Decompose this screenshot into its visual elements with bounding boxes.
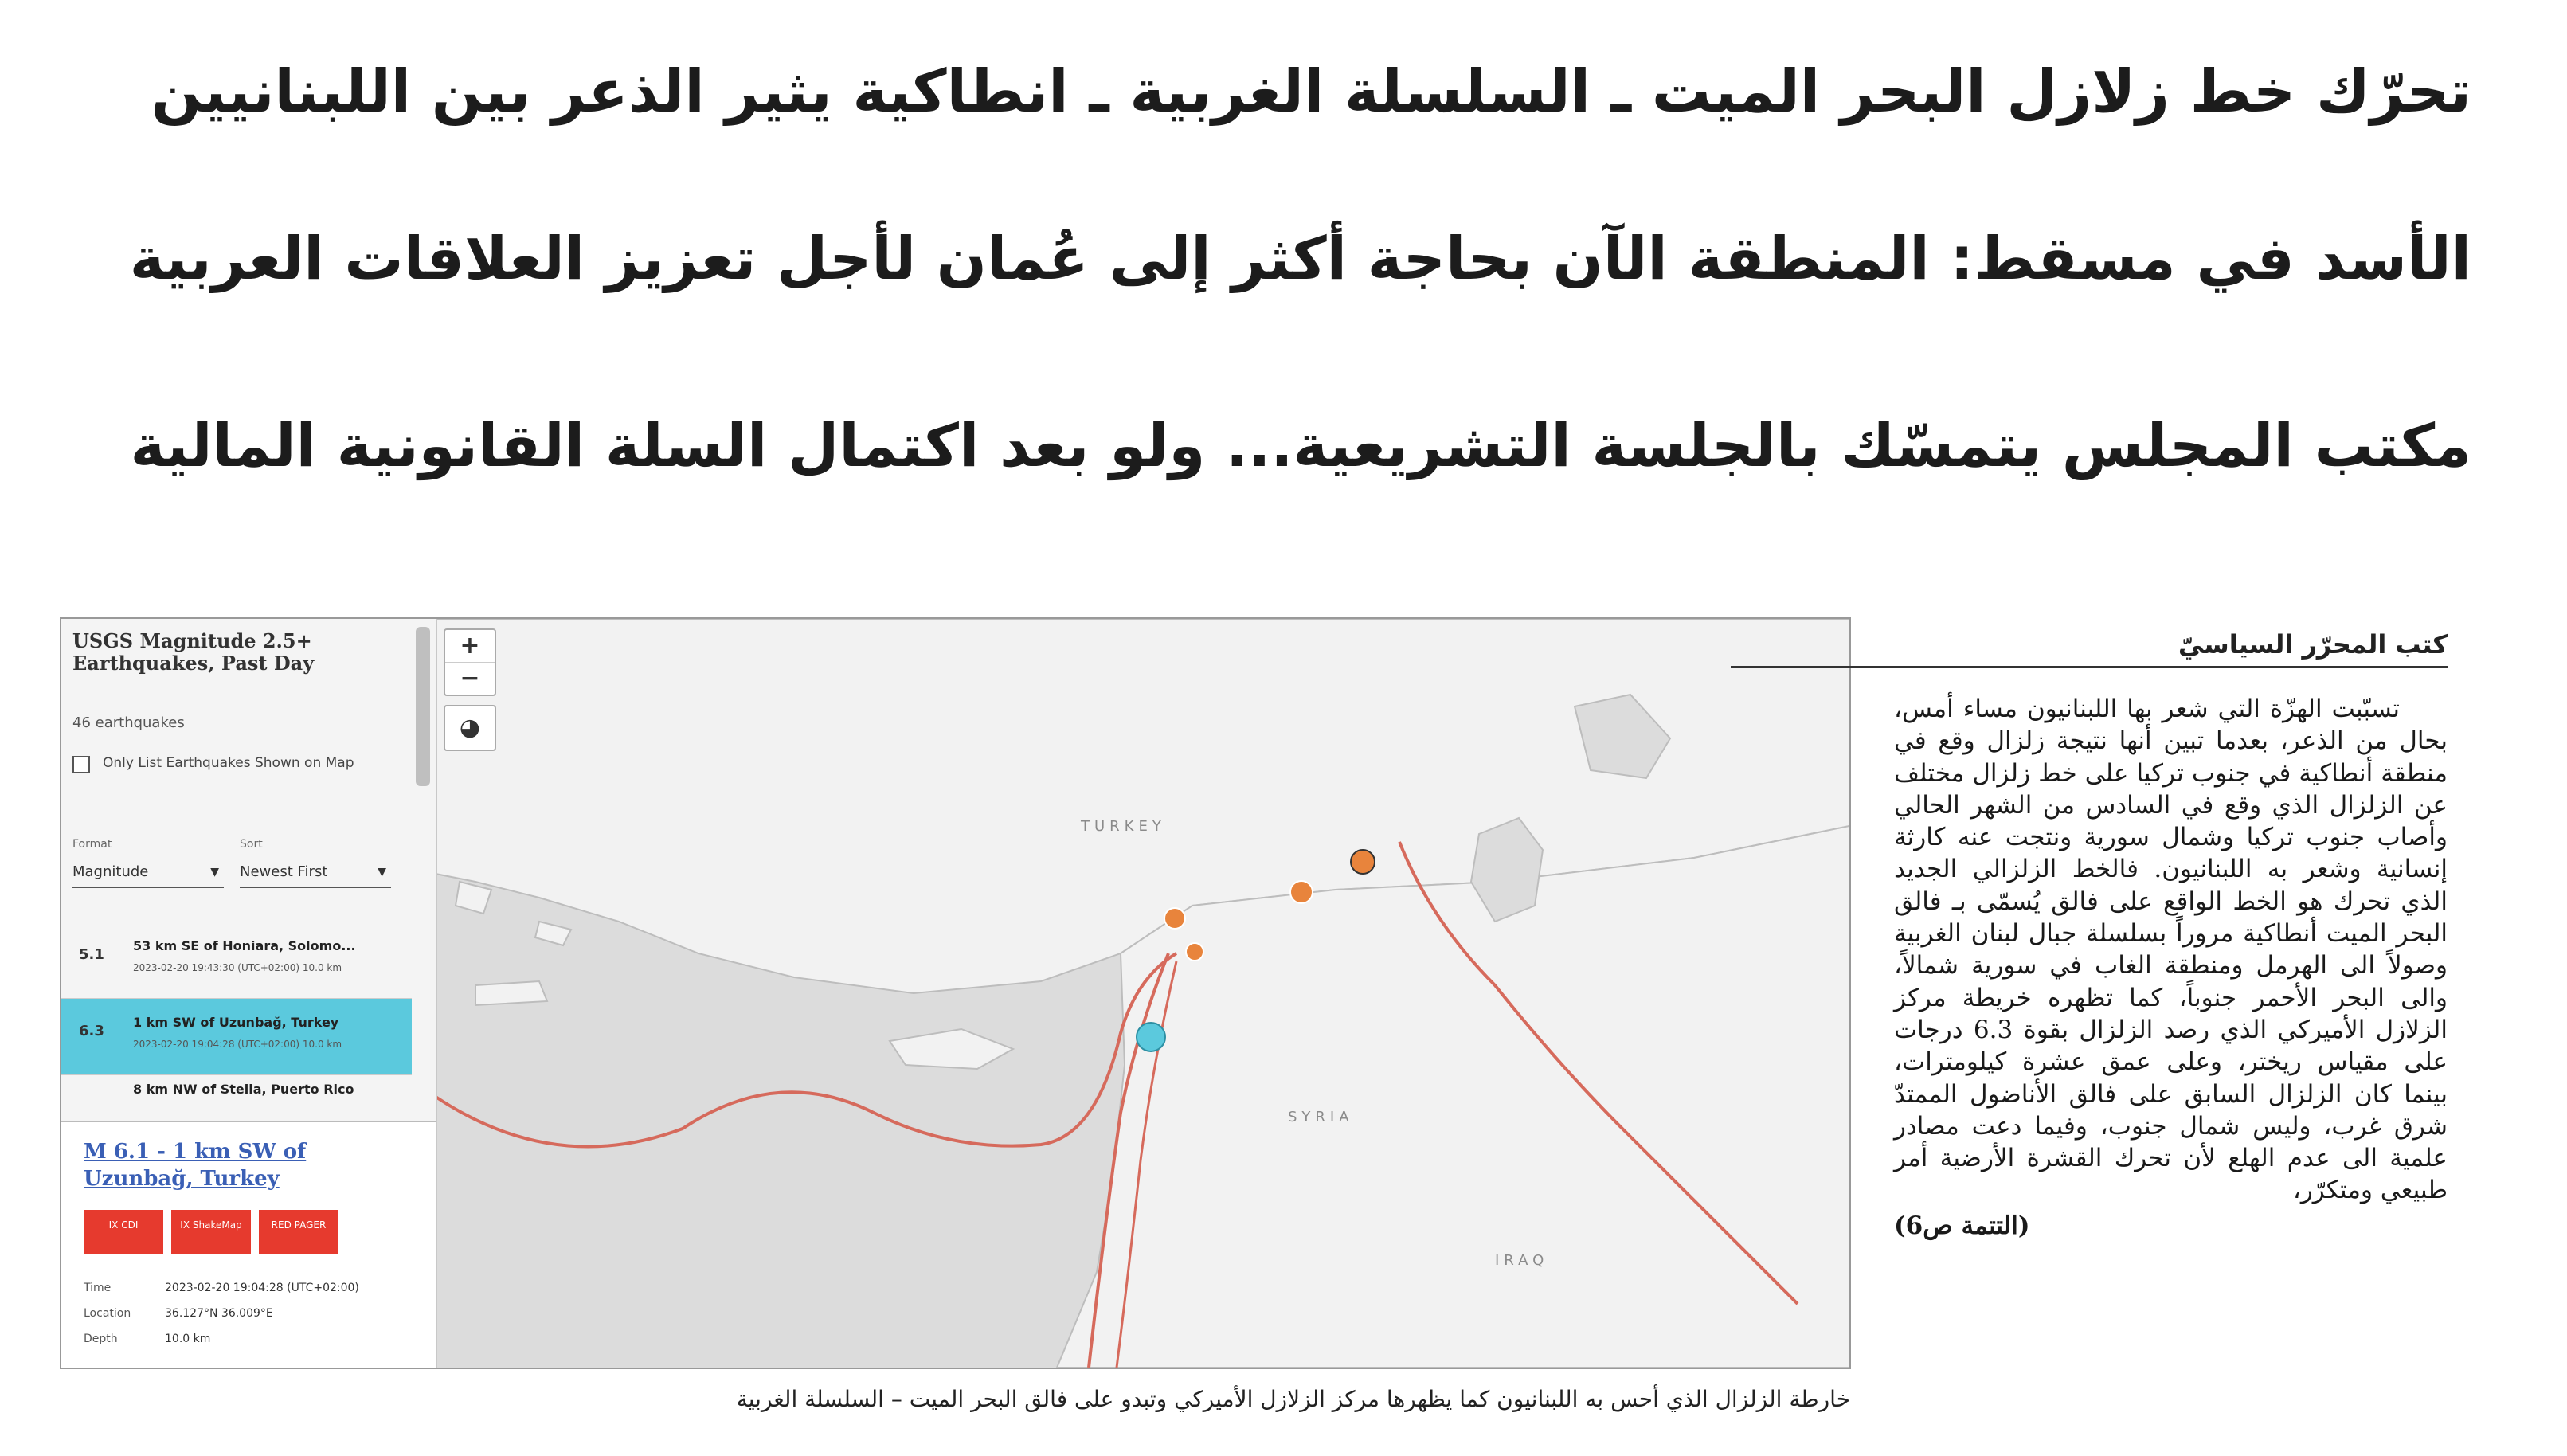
only-shown-label: Only List Earthquakes Shown on Map (103, 755, 354, 771)
headline-3: مكتب المجلس يتمسّك بالجلسة التشريعية... ولو بعد اكتمال السلة القانونية المالية (130, 412, 2471, 480)
byline: كتب المحرّر السياسيّ (1731, 629, 2448, 668)
format-label: Format (72, 838, 112, 851)
time-value: 2023-02-20 19:04:28 (UTC+02:00) (165, 1282, 359, 1294)
time-label: Time (84, 1282, 112, 1294)
earthquake-popup (61, 1121, 436, 1369)
map-caption: خارطة الزلزال الذي أحس به اللبنانيون كما يظهرها مركز الزلازل الأميركي وتبدو على فالق البحر الميت – السلسلة الغربية (736, 1386, 1850, 1412)
panel-title: USGS Magnitude 2.5+ Earthquakes, Past Day (72, 629, 315, 675)
depth-value: 10.0 km (165, 1333, 211, 1345)
quake-place: 8 km NW of Stella, Puerto Rico (133, 1082, 354, 1097)
shakemap-badge[interactable]: IX ShakeMap (171, 1210, 251, 1254)
quake-marker (1186, 943, 1203, 961)
chevron-down-icon: ▼ (210, 866, 219, 879)
quake-place: 1 km SW of Uzunbağ, Turkey (133, 1015, 339, 1030)
zoom-out-button[interactable]: − (460, 664, 480, 692)
quake-marker (1290, 881, 1313, 903)
earthquake-count: 46 earthquakes (72, 714, 185, 731)
continuation-note: (التتمة ص6) (1894, 1211, 2030, 1240)
quake-place: 53 km SE of Honiara, Solomo... (133, 938, 356, 953)
article-body (1894, 693, 2448, 1242)
map-label-iraq: IRAQ (1495, 1252, 1549, 1269)
sort-select[interactable] (240, 858, 391, 888)
earthquake-list-item-selected[interactable] (61, 998, 412, 1075)
headline-2: الأسد في مسقط: المنطقة الآن بحاجة أكثر إلى عُمان لأجل تعزيز العلاقات العربية (129, 225, 2471, 293)
location-value: 36.127°N 36.009°E (165, 1307, 273, 1320)
quake-marker (1351, 850, 1375, 874)
quake-magnitude: 5.1 (79, 946, 104, 963)
zoom-controls (444, 628, 496, 696)
depth-label: Depth (84, 1333, 118, 1345)
map-label-syria: SYRIA (1288, 1109, 1354, 1125)
earthquake-list-item[interactable] (61, 922, 412, 999)
only-shown-checkbox[interactable] (72, 756, 90, 773)
quake-magnitude: 6.3 (79, 1023, 104, 1039)
sort-label: Sort (240, 838, 263, 851)
headline-1: تحرّك خط زلازل البحر الميت ـ السلسلة الغربية ـ انطاكية يثير الذعر بين اللبنانيين (151, 57, 2471, 126)
quake-time: 2023-02-20 19:43:30 (UTC+02:00) 10.0 km (133, 962, 342, 973)
chevron-down-icon: ▼ (378, 866, 386, 879)
panel-scrollbar[interactable] (416, 627, 430, 786)
layers-button[interactable] (444, 705, 496, 751)
globe-icon: ◕ (459, 714, 481, 742)
format-select-value: Magnitude (72, 863, 149, 880)
format-select[interactable] (72, 858, 224, 888)
sort-select-value: Newest First (240, 863, 328, 880)
earthquake-map-screenshot (60, 617, 1851, 1369)
location-label: Location (84, 1307, 131, 1320)
cdi-badge[interactable]: IX CDI (84, 1210, 163, 1254)
zoom-in-button[interactable]: + (445, 630, 495, 663)
article-paragraph: تسبّبت الهزّة التي شعر بها اللبنانيون مساء أمس، بحال من الذعر، بعدما تبين أنها نتيجة زلزال وقع في منطقة أنطاكية في جنوب تركيا على خط زلزال مختلف عن الزلزال الذي وقع في السادس من الشهر الحالي وأصاب جنوب تركيا وشمال سورية ونتجت عنه كارثة إنسانية وشعر به اللبنانيون. فالخط الزلزالي الجديد الذي تحرك هو الخط الواقع على فالق يُسمّى بـ فالق البحر الميت أنطاكية مروراً بسلسلة جبال لبنان الغربية وصولاً الى الهرمل ومنطقة الغاب في سورية شمالاً، والى البحر الأحمر جنوباً، كما تظهره خريطة مركز الزلازل الأميركي الذي رصد الزلزال بقوة 6.3 درجات على مقياس ريختر، وعلى عمق عشرة كيلومترات، بينما كان الزلزال السابق على فالق الأناضول الممتدّ شرق غرب، وليس شمال جنوب، وفيما دعت مصادر علمية الى عدم الهلع لأن تحرك القشرة الأرضية أمر طبيعي ومتكرّر، (1894, 695, 2448, 1205)
map-label-turkey: TURKEY (1081, 818, 1166, 835)
usgs-list-panel (61, 619, 437, 1368)
quake-marker-selected (1137, 1023, 1165, 1051)
popup-title-link[interactable]: M 6.1 - 1 km SW of Uzunbağ, Turkey (84, 1140, 307, 1191)
pager-badge[interactable]: RED PAGER (259, 1210, 338, 1254)
quake-marker (1164, 908, 1185, 929)
quake-time: 2023-02-20 19:04:28 (UTC+02:00) 10.0 km (133, 1039, 342, 1050)
